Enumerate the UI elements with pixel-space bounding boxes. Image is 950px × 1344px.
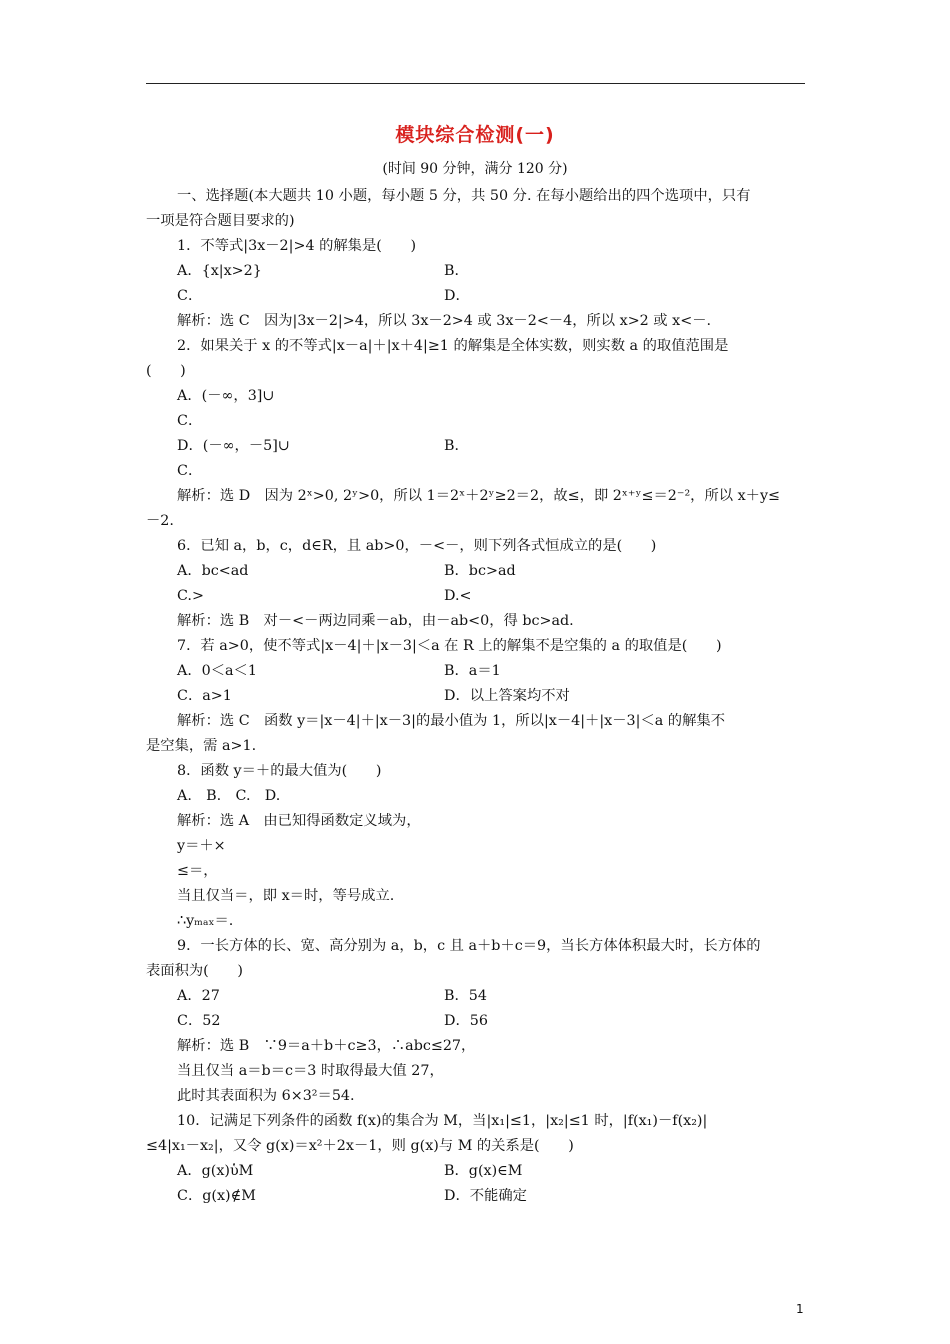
question-8-analysis: ∴yₘₐₓ＝. bbox=[177, 913, 234, 929]
option-row bbox=[146, 1184, 808, 1209]
option-row bbox=[146, 559, 808, 584]
option-b: B． bbox=[444, 263, 469, 279]
option-c: C． bbox=[177, 413, 203, 429]
header-rule bbox=[146, 83, 805, 84]
option-b: B．g(x)∈M bbox=[444, 1163, 523, 1179]
question-2-stem: 2．如果关于 x 的不等式|x－a|＋|x＋4|≥1 的解集是全体实数，则实数 a 的取值范围是 bbox=[177, 338, 729, 354]
option-row bbox=[146, 1009, 808, 1034]
option-a: A．0＜a＜1 bbox=[177, 663, 257, 679]
option-row bbox=[146, 384, 808, 409]
option-d: D． bbox=[444, 288, 470, 304]
option-a: A．(－∞，3]∪ bbox=[177, 388, 275, 404]
option-a: A．{x|x>2} bbox=[177, 263, 262, 279]
option-c: C．52 bbox=[177, 1013, 221, 1029]
question-8-analysis: 当且仅当＝，即 x＝时，等号成立. bbox=[177, 888, 395, 904]
question-8-analysis: y＝＋× bbox=[177, 838, 226, 854]
option-c: C． bbox=[177, 288, 203, 304]
option-b: B．54 bbox=[444, 988, 487, 1004]
page-number: 1 bbox=[796, 1302, 804, 1316]
question-7-analysis: 是空集，需 a>1. bbox=[146, 738, 257, 754]
question-8-analysis: 解析：选 A 由已知得函数定义域为， bbox=[177, 813, 421, 829]
option-row bbox=[146, 259, 808, 284]
option-c: C． bbox=[177, 463, 203, 479]
option-row bbox=[146, 459, 808, 484]
document-body bbox=[146, 184, 808, 1209]
question-9-analysis: 解析：选 B ∵9＝a＋b＋c≥3，∴abc≤27， bbox=[177, 1038, 476, 1054]
option-row bbox=[146, 434, 808, 459]
option-a: A．bc<ad bbox=[177, 563, 249, 579]
option-d: D．(－∞，－5]∪ bbox=[177, 438, 290, 454]
option-c: C．g(x)∉M bbox=[177, 1188, 256, 1204]
option-c: C.> bbox=[177, 588, 204, 604]
question-1-analysis: 解析：选 C 因为|3x－2|>4，所以 3x－2>4 或 3x－2<－4，所以 x>2 或 x<－. bbox=[177, 313, 712, 329]
question-6-analysis: 解析：选 B 对－<－两边同乘－ab，由－ab<0，得 bc>ad. bbox=[177, 613, 574, 629]
question-7-stem: 7．若 a>0，使不等式|x－4|＋|x－3|＜a 在 R 上的解集不是空集的 a 的取值是( ) bbox=[177, 638, 722, 654]
intro-line: 一、选择题(本大题共 10 小题，每小题 5 分，共 50 分. 在每小题给出的四个选项中，只有 bbox=[177, 188, 751, 204]
option-row bbox=[146, 659, 808, 684]
option-row bbox=[146, 409, 808, 434]
question-8-stem: 8．函数 y＝＋的最大值为( ) bbox=[177, 763, 382, 779]
option-d: D．以上答案均不对 bbox=[444, 688, 570, 704]
question-6-stem: 6．已知 a，b，c，d∈R，且 ab>0，－<－，则下列各式恒成立的是( ) bbox=[177, 538, 657, 554]
question-9-analysis: 此时其表面积为 6×3²＝54. bbox=[177, 1088, 355, 1104]
intro-line: 一项是符合题目要求的) bbox=[146, 213, 295, 229]
question-10-stem: 10．记满足下列条件的函数 f(x)的集合为 M，当|x₁|≤1，|x₂|≤1 时，|f(x₁)－f(x₂)| bbox=[177, 1113, 708, 1129]
option-c: C．a>1 bbox=[177, 688, 232, 704]
question-2-stem: ( ) bbox=[146, 363, 186, 379]
question-1-stem: 1．不等式|3x－2|>4 的解集是( ) bbox=[177, 238, 417, 254]
option-row bbox=[146, 984, 808, 1009]
page-subtitle: (时间 90 分钟，满分 120 分) bbox=[382, 161, 568, 177]
option-row bbox=[146, 584, 808, 609]
option-d: D.< bbox=[444, 588, 472, 604]
question-7-analysis: 解析：选 C 函数 y＝|x－4|＋|x－3|的最小值为 1，所以|x－4|＋|x－3|＜a 的解集不 bbox=[177, 713, 725, 729]
question-8-options: A. B. C. D. bbox=[177, 788, 281, 804]
option-d: D．不能确定 bbox=[444, 1188, 527, 1204]
option-d: D．56 bbox=[444, 1013, 488, 1029]
option-row bbox=[146, 1159, 808, 1184]
option-b: B．a＝1 bbox=[444, 663, 501, 679]
question-10-stem: ≤4|x₁－x₂|，又令 g(x)＝x²＋2x－1，则 g(x)与 M 的关系是( ) bbox=[146, 1138, 574, 1154]
question-2-analysis: 解析：选 D 因为 2ˣ>0, 2ʸ>0，所以 1＝2ˣ＋2ʸ≥2＝2，故≤，即 2ˣ⁺ʸ≤＝2⁻²，所以 x＋y≤ bbox=[177, 488, 781, 504]
option-row bbox=[146, 684, 808, 709]
question-2-analysis: －2. bbox=[146, 513, 174, 529]
option-a: A．27 bbox=[177, 988, 220, 1004]
question-9-analysis: 当且仅当 a＝b＝c＝3 时取得最大值 27， bbox=[177, 1063, 444, 1079]
option-b: B． bbox=[444, 438, 469, 454]
page-title: 模块综合检测(一) bbox=[395, 124, 555, 146]
option-b: B．bc>ad bbox=[444, 563, 516, 579]
question-8-analysis: ≤＝， bbox=[177, 863, 218, 879]
question-9-stem: 表面积为( ) bbox=[146, 963, 243, 979]
option-row bbox=[146, 284, 808, 309]
question-9-stem: 9．一长方体的长、宽、高分别为 a，b，c 且 a＋b＋c＝9，当长方体体积最大时，长方体的 bbox=[177, 938, 761, 954]
option-a: A．g(x)ὑM bbox=[177, 1163, 254, 1179]
